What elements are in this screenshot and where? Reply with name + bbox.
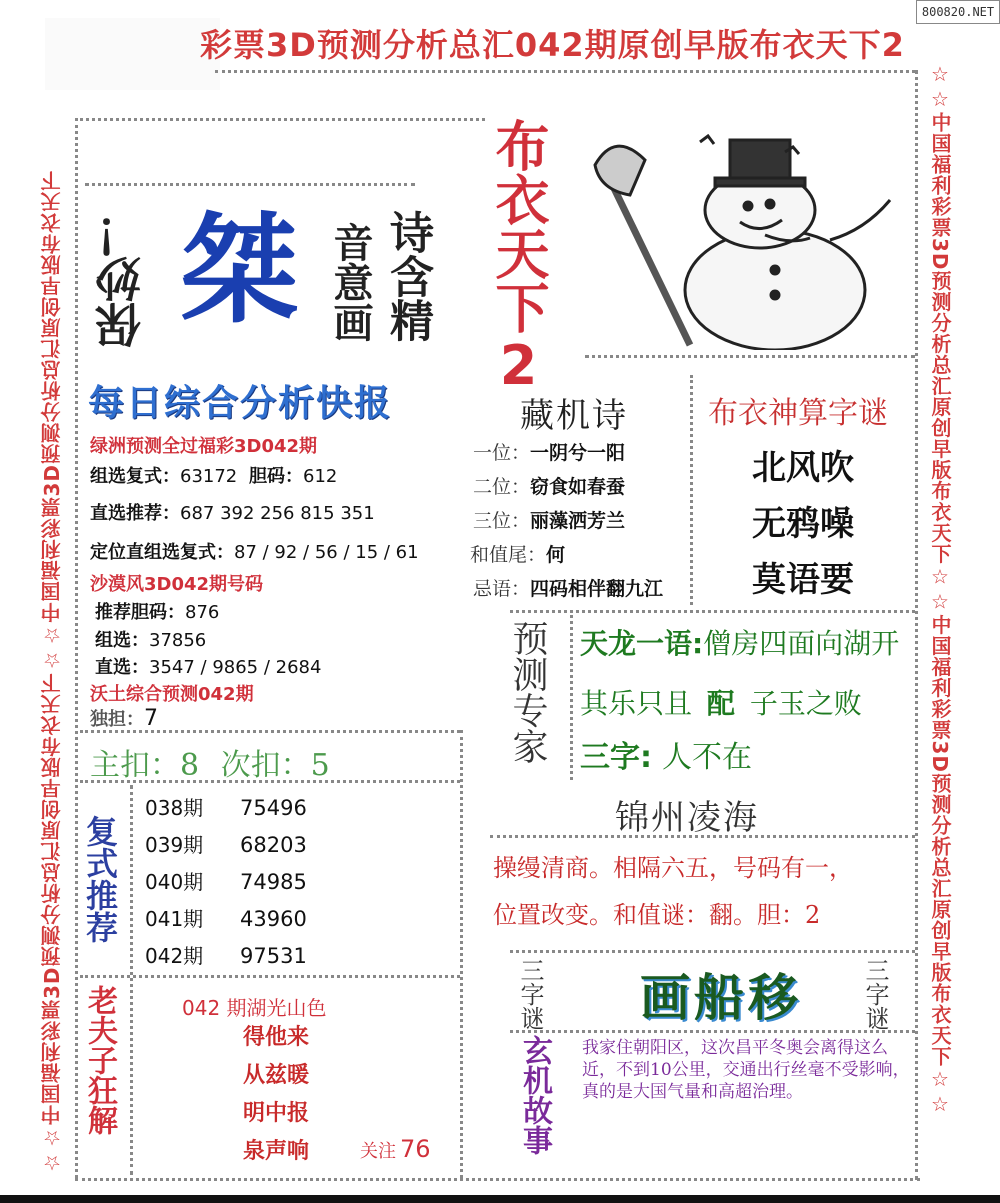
zhukou-label: 主扣：: [90, 748, 180, 783]
follow-row: [360, 1135, 431, 1163]
fushi-number: 75496: [240, 796, 307, 820]
divider-expert-v: [570, 610, 573, 780]
fushi-table: [145, 792, 455, 977]
divider-col: [460, 730, 463, 1178]
laofuzi-label: 老夫子狂解: [82, 985, 117, 1135]
fushi-row: [145, 792, 455, 829]
zhukou-value: 8: [180, 748, 200, 783]
zuxuan2-label: 组选：: [95, 630, 149, 651]
analysis-title-2: 沙漠风3D042期号码: [90, 574, 264, 595]
follow-value: 76: [400, 1135, 431, 1163]
zhixuan-value: 687 392 256 815 351: [180, 503, 375, 524]
laofuzi-lines: [243, 1020, 309, 1172]
tuijian-label: 推荐胆码：: [95, 602, 185, 623]
fushi-row: [145, 940, 455, 977]
top-border-title: 彩票3D预测分析总汇042期原创早版布衣天下2: [200, 26, 905, 64]
cartoon-right-2: 音意画: [327, 222, 373, 342]
zuxuan2-row: [95, 626, 206, 652]
frame-top-dotted: [215, 70, 915, 73]
cangji-text: 丽藻洒芳兰: [530, 510, 626, 532]
cangji-label: 忌语：: [472, 578, 530, 600]
left-border-text: ☆☆中国福利彩票3D预测分析总汇原创早版布衣天下☆☆中国福利彩票3D预测分析总汇原创早版布衣天下: [40, 169, 64, 1175]
tianlong-row: [580, 622, 899, 662]
zhixuan-row: [90, 499, 375, 525]
riddle-left-label: 三字谜: [516, 958, 544, 1030]
cangji-label: 一位：: [472, 442, 530, 464]
fushi-row: [145, 866, 455, 903]
zhixuan2-label: 直选：: [95, 657, 149, 678]
tuijian-row: [95, 598, 219, 624]
shenzi-line: 莫语要: [752, 560, 854, 600]
story-text: 我家住朝阳区，这次昌平冬奥会离得这么近，不到10公里，交通出行丝毫不受影响，真的是大国气量和高超治理。: [582, 1038, 910, 1102]
follow-label: 关注: [360, 1141, 396, 1162]
laofuzi-line: 从兹暖: [243, 1063, 310, 1088]
fushi-period: 039期: [145, 833, 204, 857]
zhixuan2-value: 3547 / 9865 / 2684: [149, 657, 322, 678]
divider-fushi: [130, 785, 133, 1175]
fushi-number: 97531: [240, 944, 307, 968]
shenzi-line: 无鸦噪: [752, 504, 854, 544]
kou-row: [90, 740, 330, 784]
zuxuan-label: 组选复式：: [90, 466, 180, 487]
expert-line2: [580, 682, 862, 722]
danma-label: 胆码：: [249, 466, 303, 487]
bottom-rule: [0, 1195, 1000, 1203]
fushi-period: 041期: [145, 907, 204, 931]
frame-right-dotted: [915, 70, 918, 1180]
laofuzi-line: 泉声响: [243, 1139, 310, 1164]
shenzi-lines: [752, 440, 854, 608]
jinzhou-line1: 操缦清商。相隔六五，号码有一，: [493, 854, 853, 882]
tianlong-label: 天龙一语:: [580, 627, 704, 660]
fushi-number: 68203: [240, 833, 307, 857]
cangji-row: [470, 472, 685, 506]
shenzi-title: 布衣神算字谜: [708, 396, 888, 431]
dingwei-value: 87 / 92 / 56 / 15 / 61: [234, 542, 419, 563]
frame-dotted-a: [75, 118, 485, 121]
tuijian-value: 876: [185, 602, 220, 623]
riddle-right-label: 三字谜: [861, 958, 889, 1030]
line2a: 其乐只且: [580, 687, 693, 720]
analysis-title-3: 沃土综合预测042期: [90, 684, 254, 705]
cangji-row: [470, 540, 685, 574]
tianlong-text: 僧房四面向湖开: [703, 627, 900, 660]
snowman-illustration: [590, 120, 910, 350]
story-label: 玄机故事: [517, 1035, 552, 1155]
dingwei-label: 定位直组选复式：: [90, 542, 234, 563]
sanzi-label: 三字:: [580, 740, 652, 775]
cangji-text: 窃食如春蚕: [530, 476, 626, 498]
zuxuan-value: 63172: [180, 466, 238, 487]
cartoon-right-1: 诗含精: [382, 210, 433, 342]
jinzhou-title: 锦州凌海: [615, 798, 759, 838]
frame-bottom-dotted: [75, 1178, 920, 1181]
cangji-row: [470, 574, 685, 608]
laofuzi-title: 042 期湖光山色: [182, 996, 327, 1020]
cikou-label: 次扣：: [220, 748, 311, 783]
pei-icon: 配: [706, 687, 735, 720]
fushi-number: 74985: [240, 870, 307, 894]
fushi-row: [145, 829, 455, 866]
dudan-row: [90, 705, 158, 731]
big-char: 桀: [180, 201, 299, 339]
cangji-title: 藏机诗: [520, 396, 628, 436]
expert-label: 预测专家: [507, 620, 548, 764]
divider-story: [510, 1030, 915, 1033]
cikou-value: 5: [310, 748, 330, 783]
fushi-period: 040期: [145, 870, 204, 894]
line2b: 子玉之败: [749, 687, 862, 720]
dudan-value: 7: [144, 706, 158, 731]
cangji-text: 何: [546, 544, 566, 566]
cangji-row: [470, 438, 685, 472]
zuxuan-row: [90, 462, 337, 488]
divider-header: [85, 183, 415, 186]
jinzhou-line2: 位置改变。和值谜：翻。胆：2: [493, 901, 821, 929]
divider-riddle: [510, 950, 915, 953]
danma-value: 612: [303, 466, 338, 487]
laofuzi-line: 得他来: [243, 1025, 310, 1050]
cangji-row: [470, 506, 685, 540]
cangji-text: 一阴兮一阳: [530, 442, 626, 464]
cartoon-left-text: 保妙！: [94, 210, 148, 348]
dingwei-row: [90, 538, 419, 564]
zhixuan2-row: [95, 653, 321, 679]
analysis-title-1: 绿洲预测全过福彩3D042期: [90, 436, 318, 457]
zuxuan2-value: 37856: [149, 630, 207, 651]
laofuzi-line: 明中报: [243, 1101, 310, 1126]
daily-banner: 每日综合分析快报: [88, 383, 393, 424]
shenzi-line: 北风吹: [752, 448, 854, 488]
right-border-text: ☆☆中国福利彩票3D预测分析总汇原创早版布衣天下☆☆中国福利彩票3D预测分析总汇原创早版布衣天下☆☆: [928, 62, 952, 1118]
fushi-period: 042期: [145, 944, 204, 968]
divider-center: [690, 375, 693, 605]
fushi-row: [145, 903, 455, 940]
fushi-label: 复式推荐: [81, 815, 119, 943]
brand-vertical: 布衣天下2: [487, 118, 550, 397]
cangji-label: 三位：: [472, 510, 530, 532]
zhixuan-label: 直选推荐：: [90, 503, 180, 524]
fushi-period: 038期: [145, 796, 204, 820]
cangji-list: [470, 438, 685, 608]
sanzi-text: 人不在: [662, 740, 752, 775]
blurred-logo: [45, 18, 220, 90]
frame-left-dotted: [75, 118, 78, 1178]
dudan-label: 独担：: [90, 709, 144, 730]
cangji-text: 四码相伴翻九江: [530, 578, 664, 600]
sanzi-row: [580, 732, 752, 776]
cangji-label: 和值尾：: [470, 544, 547, 566]
site-badge: 800820.NET: [916, 0, 1000, 24]
riddle-center: 画船移: [640, 969, 802, 1027]
fushi-number: 43960: [240, 907, 307, 931]
cangji-label: 二位：: [472, 476, 530, 498]
divider-snow: [585, 355, 915, 358]
